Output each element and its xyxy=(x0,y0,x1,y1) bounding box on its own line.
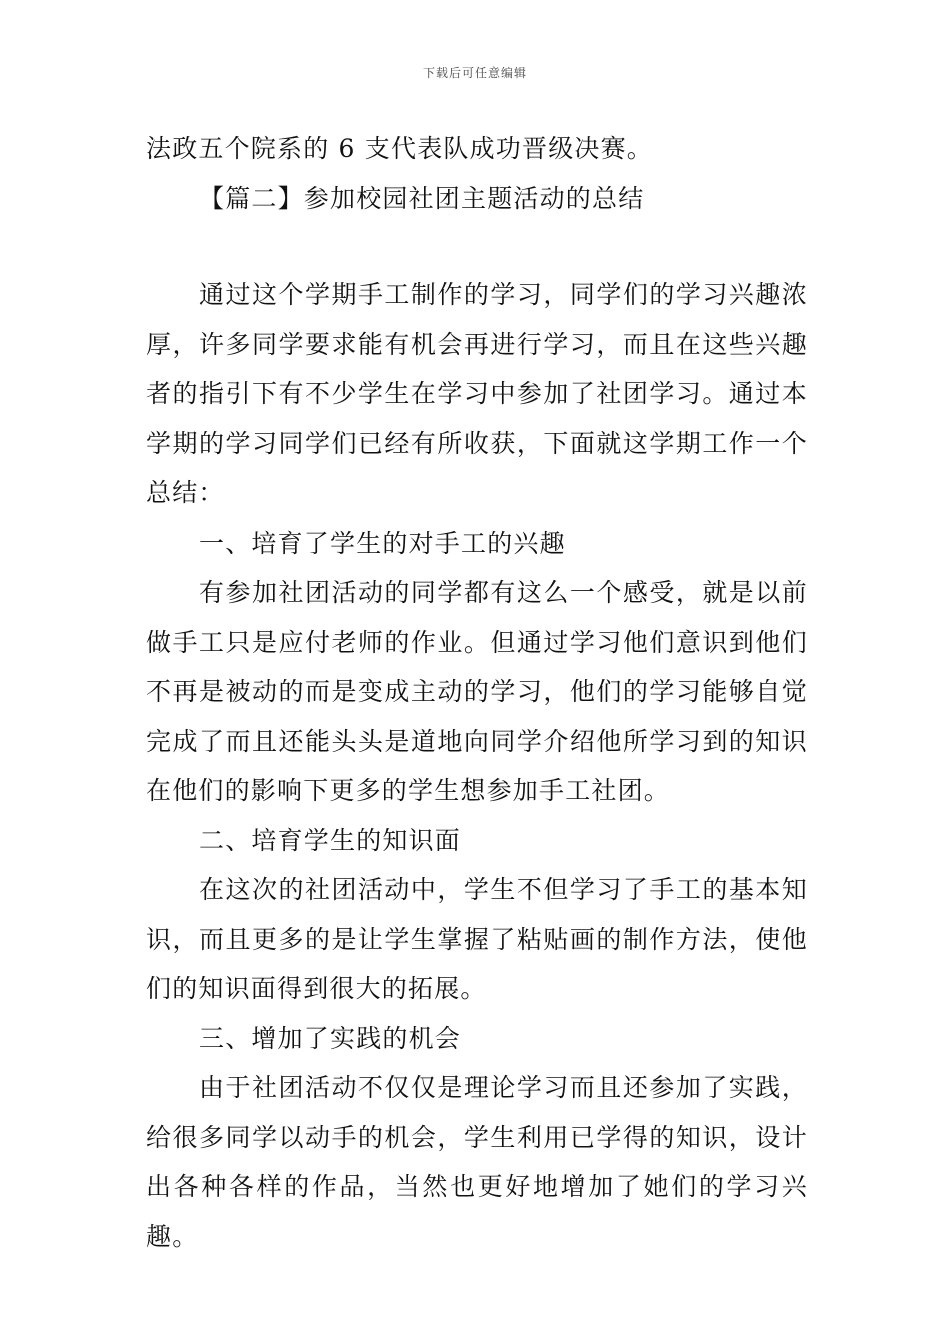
document-body xyxy=(146,124,808,1261)
point2-heading: 二、培育学生的知识面 xyxy=(199,825,462,855)
point1-heading: 一、培育了学生的对手工的兴趣 xyxy=(199,528,566,558)
point3-heading: 三、增加了实践的机会 xyxy=(199,1023,462,1053)
header-note: 下载后可任意编辑 xyxy=(422,66,527,80)
point2-paragraph: 在这次的社团活动中，学生不但学习了手工的基本知识，而且更多的是让学生掌握了粘贴画的制作方法，使他们的知识面得到很大的拓展。 xyxy=(146,875,808,1003)
section-title: 【篇二】参加校园社团主题活动的总结 xyxy=(199,183,645,213)
blank-line xyxy=(146,223,808,270)
point1-paragraph: 有参加社团活动的同学都有这么一个感受，就是以前做手工只是应付老师的作业。但通过学习他们意识到他们不再是被动的而是变成主动的学习，他们的学习能够自觉完成了而且还能头头是道地向同学介绍他所学习到的知识在他们的影响下更多的学生想参加手工社团。 xyxy=(146,578,808,805)
lead-line: 法政五个院系的 6 支代表队成功晋级决赛。 xyxy=(146,134,654,163)
point3-paragraph: 由于社团活动不仅仅是理论学习而且还参加了实践，给很多同学以动手的机会，学生利用已学得的知识，设计出各种各样的作品，当然也更好地增加了她们的学习兴趣。 xyxy=(146,1073,808,1251)
intro-paragraph: 通过这个学期手工制作的学习，同学们的学习兴趣浓厚，许多同学要求能有机会再进行学习，而且在这些兴趣者的指引下有不少学生在学习中参加了社团学习。通过本学期的学习同学们已经有所收获，下面就这学期工作一个总结： xyxy=(146,280,808,507)
